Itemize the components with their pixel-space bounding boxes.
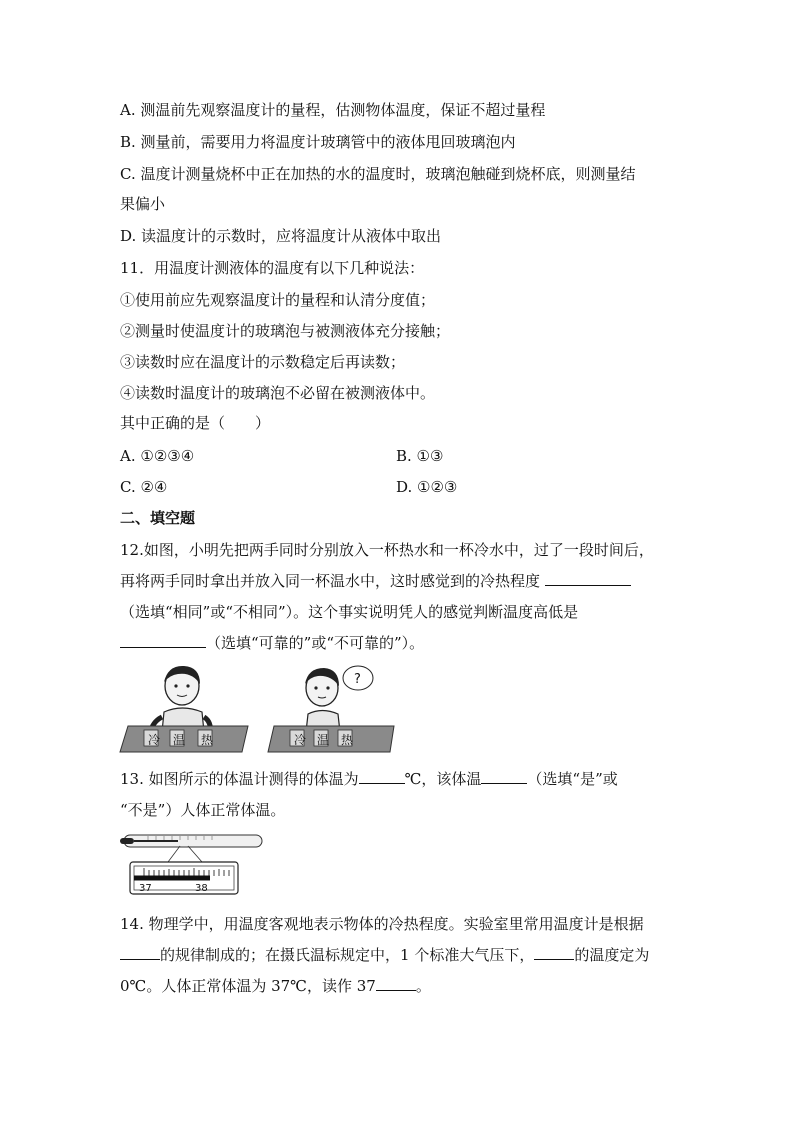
q14-line-2 bbox=[120, 945, 649, 965]
q11-question: 其中正确的是（ ） bbox=[120, 414, 271, 432]
q14-line-3-text-a: 0℃。人体正常体温为 37℃，读作 37 bbox=[120, 977, 376, 995]
answer-blank[interactable] bbox=[120, 633, 206, 648]
cup-label: 热 bbox=[341, 733, 354, 747]
q13-line-1-text-a: 13. 如图所示的体温计测得的体温为 bbox=[120, 770, 359, 788]
q14-line-3-text-b: 。 bbox=[415, 977, 431, 995]
cup-label: 热 bbox=[201, 733, 214, 747]
q13-line-1 bbox=[120, 769, 618, 789]
q14-line-3 bbox=[120, 976, 431, 996]
q12-line-4 bbox=[120, 633, 424, 653]
q12-line-3: （选填“相同”或“不相同”）。这个事实说明凭人的感觉判断温度高低是 bbox=[120, 603, 579, 621]
hands-in-water-figure bbox=[118, 662, 398, 754]
boy-left-illustration bbox=[150, 666, 210, 734]
q14-line-2-text-b: 的温度定为 bbox=[574, 946, 650, 964]
q10-option-c-line2: 果偏小 bbox=[120, 195, 166, 213]
q14-line-2-text-a: 的规律制成的；在摄氏温标规定中，1 个标准大气压下， bbox=[160, 946, 535, 964]
answer-blank[interactable] bbox=[120, 945, 160, 960]
q11-option-a: A. ①②③④ bbox=[120, 447, 195, 465]
q11-statement-2: ②测量时使温度计的玻璃泡与被测液体充分接触； bbox=[120, 322, 451, 340]
q11-option-b: B. ①③ bbox=[396, 447, 444, 465]
q12-line-1: 12.如图，小明先把两手同时分别放入一杯热水和一杯冷水中，过了一段时间后， bbox=[120, 541, 654, 559]
cup-label: 温 bbox=[317, 733, 330, 747]
q11-stem: 11．用温度计测液体的温度有以下几种说法： bbox=[120, 259, 425, 277]
q14-line-1: 14. 物理学中，用温度客观地表示物体的冷热程度。实验室里常用温度计是根据 bbox=[120, 915, 644, 933]
section-title: 二、填空题 bbox=[120, 509, 196, 527]
thought-bubble-mark: ? bbox=[354, 672, 361, 687]
q10-option-a: A. 测温前先观察温度计的量程，估测物体温度，保证不超过量程 bbox=[120, 101, 546, 119]
cup-label: 温 bbox=[173, 733, 186, 747]
q12-line-2-text: 再将两手同时拿出并放入同一杯温水中，这时感觉到的冷热程度 bbox=[120, 572, 545, 590]
q10-option-b: B. 测量前，需要用力将温度计玻璃管中的液体甩回玻璃泡内 bbox=[120, 133, 516, 151]
answer-blank[interactable] bbox=[545, 571, 631, 586]
q10-option-d: D. 读温度计的示数时，应将温度计从液体中取出 bbox=[120, 227, 442, 245]
q13-line-2: “不是”）人体正常体温。 bbox=[120, 801, 286, 819]
q10-option-c-line1: C. 温度计测量烧杯中正在加热的水的温度时，玻璃泡触碰到烧杯底，则测量结 bbox=[120, 165, 636, 183]
cup-label: 冷 bbox=[294, 733, 307, 747]
thermometer-tick-label: 37 bbox=[139, 883, 152, 894]
cup-label: 冷 bbox=[148, 733, 161, 747]
q11-statement-1: ①使用前应先观察温度计的量程和认清分度值； bbox=[120, 291, 436, 309]
q11-statement-3: ③读数时应在温度计的示数稳定后再读数； bbox=[120, 353, 406, 371]
answer-blank[interactable] bbox=[359, 769, 405, 784]
q12-line-2 bbox=[120, 571, 631, 591]
thermometer-figure bbox=[118, 828, 268, 898]
answer-blank[interactable] bbox=[376, 976, 416, 991]
thermometer-tick-label: 38 bbox=[195, 883, 208, 894]
answer-blank[interactable] bbox=[534, 945, 574, 960]
q11-option-c: C. ②④ bbox=[120, 478, 168, 496]
q11-option-d: D. ①②③ bbox=[396, 478, 458, 496]
q12-line-4-text: （选填“可靠的”或“不可靠的”）。 bbox=[206, 634, 425, 652]
boy-right-illustration bbox=[305, 668, 340, 732]
q11-statement-4: ④读数时温度计的玻璃泡不必留在被测液体中。 bbox=[120, 384, 436, 402]
answer-blank[interactable] bbox=[481, 769, 527, 784]
q13-line-1-text-b: ℃，该体温 bbox=[404, 770, 482, 788]
q13-line-1-text-c: （选填“是”或 bbox=[527, 770, 618, 788]
